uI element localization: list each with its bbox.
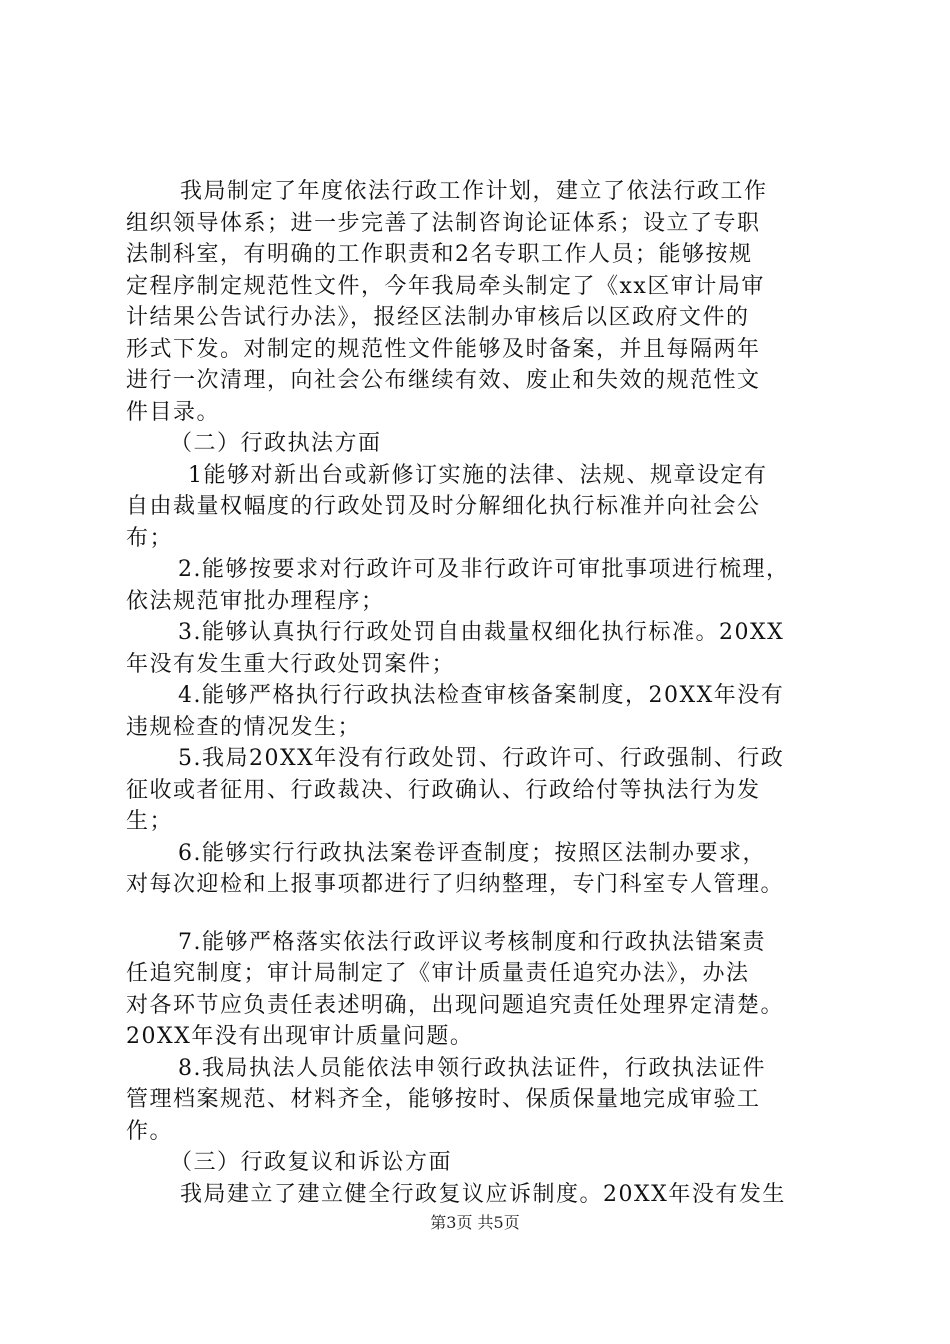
text-line: 进行一次清理，向社会公布继续有效、废止和失效的规范性文 [126,368,761,393]
text-line: 征收或者征用、行政裁决、行政确认、行政给付等执法行为发 [126,777,761,803]
text-line: 年没有发生重大行政处罚案件； [126,651,456,677]
text-line: 5.我局20XX年没有行政处罚、行政许可、行政强制、行政 [178,746,785,771]
text-line: 20XX年没有出现审计质量问题。 [126,1024,474,1049]
text-line: 2.能够按要求对行政许可及非行政许可审批事项进行梳理， [178,557,790,582]
text-line: 自由裁量权幅度的行政处罚及时分解细化执行标准并向社会公 [126,494,761,519]
text-line: 形式下发。对制定的规范性文件能够及时备案，并且每隔两年 [126,336,761,362]
text-line: 6.能够实行行政执法案卷评查制度；按照区法制办要求， [178,840,766,866]
text-line: 1能够对新出台或新修订实施的法律、法规、规章设定有 [188,462,768,488]
text-line: 生； [126,809,174,834]
text-line: 任追究制度；审计局制定了《审计质量责任追究办法》，办法 [126,961,750,986]
text-line: 我局制定了年度依法行政工作计划，建立了依法行政工作 [180,179,768,204]
page-footer: 第3页 共5页 [430,1213,520,1232]
text-line: 对每次迎检和上报事项都进行了归纳整理，专门科室专人管理。 [126,872,785,897]
text-line: 定程序制定规范性文件，今年我局牵头制定了《xx区审计局审 [126,273,765,299]
text-line: 依法规范审批办理程序； [126,588,385,614]
text-line: 3.能够认真执行行政处罚自由裁量权细化执行标准。20XX [178,620,785,645]
text-line: 违规检查的情况发生； [126,714,362,740]
paragraph-gap [126,901,838,927]
text-line: 管理档案规范、材料齐全，能够按时、保质保量地完成审验工 [126,1087,761,1112]
text-line: 作。 [126,1118,174,1144]
text-line: 4.能够严格执行行政执法检查审核备案制度，20XX年没有 [178,683,785,708]
text-line: 计结果公告试行办法》，报经区法制办审核后以区政府文件的 [126,305,750,330]
text-line: （三）行政复议和诉讼方面 [170,1150,453,1175]
text-line: 对各环节应负责任表述明确，出现问题追究责任处理界定清楚。 [126,992,785,1018]
text-line: 7.能够严格落实依法行政评议考核制度和行政执法错案责 [178,929,766,955]
text-line: 法制科室，有明确的工作职责和2名专职工作人员；能够按规 [126,242,753,267]
text-line: （二）行政执法方面 [170,431,382,456]
document-body [126,176,838,1210]
text-line: 组织领导体系；进一步完善了法制咨询论证体系；设立了专职 [126,210,761,236]
text-line: 8.我局执法人员能依法申领行政执法证件，行政执法证件 [178,1055,766,1081]
text-line: 我局建立了建立健全行政复议应诉制度。20XX年没有发生 [180,1181,786,1207]
text-line: 件目录。 [126,399,221,425]
text-line: 布； [126,525,174,551]
